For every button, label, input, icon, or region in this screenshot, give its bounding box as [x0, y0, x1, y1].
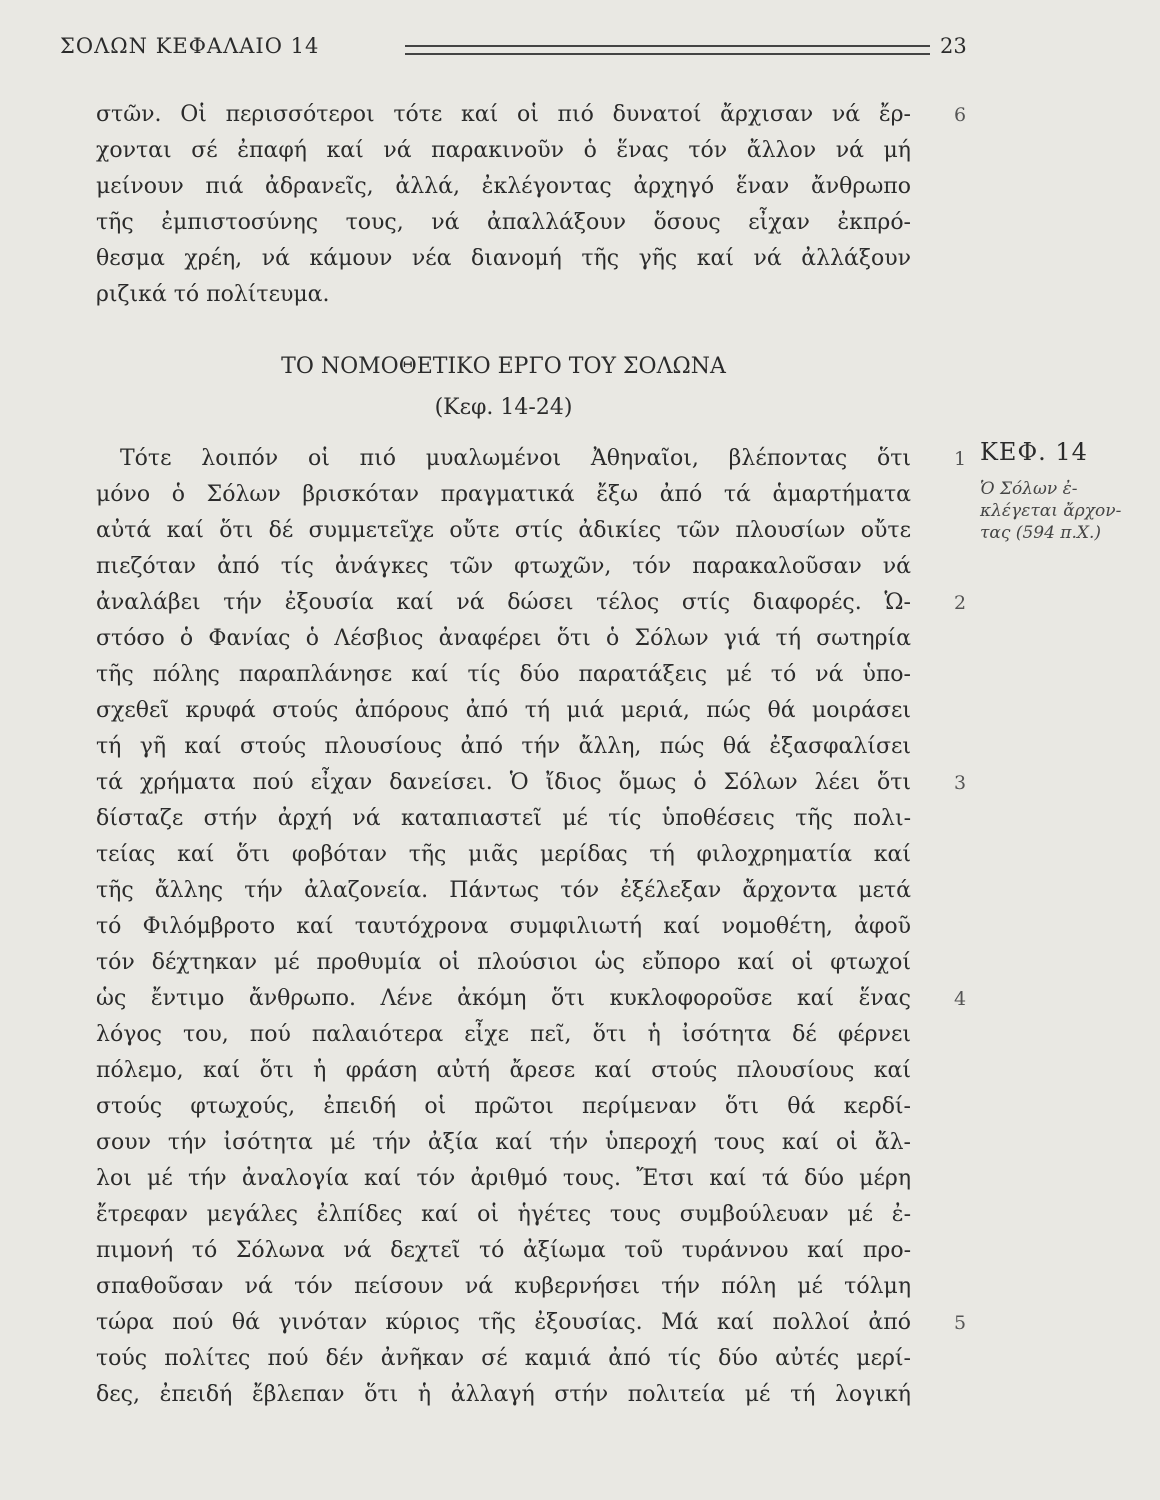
- text-line: τῆς πόλης παραπλάνησε καί τίς δύο παρατάξεις μέ τό νά ὑπο-: [96, 662, 911, 687]
- text-line: χονται σέ ἐπαφή καί νά παρακινοῦν ὁ ἕνας τόν ἄλλον νά μή: [96, 138, 911, 163]
- page-number: 23: [940, 34, 967, 58]
- text-line: ἔτρεφαν μεγάλες ἐλπίδες καί οἱ ἡγέτες τους συμβούλευαν μέ ἐ-: [96, 1202, 911, 1227]
- margin-number: 4: [953, 988, 967, 1010]
- text-line: δίσταζε στήν ἀρχή νά καταπιαστεῖ μέ τίς ὑποθέσεις τῆς πολι-: [96, 806, 911, 831]
- margin-number: 6: [953, 104, 967, 126]
- margin-number: 1: [953, 448, 967, 470]
- text-line: τή γῆ καί στούς πλουσίους ἀπό τήν ἄλλη, πώς θά ἐξασφαλίσει: [96, 734, 911, 759]
- text-line: πιμονή τό Σόλωνα νά δεχτεῖ τό ἀξίωμα τοῦ τυράννου καί προ-: [96, 1238, 911, 1263]
- text-line: σπαθοῦσαν νά τόν πείσουν νά κυβερνήσει τήν πόλη μέ τόλμη: [96, 1274, 911, 1299]
- sidenote-heading: ΚΕΦ. 14: [980, 438, 1088, 466]
- text-line: τῆς ἐμπιστοσύνης τους, νά ἀπαλλάξουν ὅσους εἶχαν ἐκπρό-: [96, 210, 911, 235]
- text-line: λόγος του, πού παλαιότερα εἶχε πεῖ, ὅτι ἡ ἰσότητα δέ φέρνει: [96, 1022, 911, 1047]
- text-line: τῆς ἄλλης τήν ἀλαζονεία. Πάντως τόν ἐξέλεξαν ἄρχοντα μετά: [96, 878, 911, 903]
- sidenote-text: Ὁ Σόλων ἐ-κλέγεται ἄρχον-τας (594 π.Χ.): [980, 479, 1122, 543]
- text-line: πιεζόταν ἀπό τίς ἀνάγκες τῶν φτωχῶν, τόν παρακαλοῦσαν νά: [96, 554, 911, 579]
- text-line: αὐτά καί ὅτι δέ συμμετεῖχε οὔτε στίς ἀδικίες τῶν πλουσίων οὔτε: [96, 518, 911, 543]
- text-line: στούς φτωχούς, ἐπειδή οἱ πρῶτοι περίμεναν ὅτι θά κερδί-: [96, 1094, 911, 1119]
- text-line: στῶν. Οἱ περισσότεροι τότε καί οἱ πιό δυνατοί ἄρχισαν νά ἔρ-: [96, 102, 911, 127]
- chapter-sidenote: [980, 438, 1130, 544]
- margin-number: 5: [953, 1312, 967, 1334]
- text-line: τό Φιλόμβροτο καί ταυτόχρονα συμφιλιωτή καί νομοθέτη, ἀφοῦ: [96, 914, 911, 939]
- text-line: τείας καί ὅτι φοβόταν τῆς μιᾶς μερίδας τή φιλοχρηματία καί: [96, 842, 911, 867]
- running-head-title: ΣΟΛΩΝ ΚΕΦΑΛΑΙΟ 14: [60, 34, 320, 58]
- text-line: μόνο ὁ Σόλων βρισκόταν πραγματικά ἔξω ἀπό τά ἁμαρτήματα: [96, 482, 911, 507]
- text-line: τόν δέχτηκαν μέ προθυμία οἱ πλούσιοι ὡς εὔπορο καί οἱ φτωχοί: [96, 950, 911, 975]
- text-line: σουν τήν ἰσότητα μέ τήν ἀξία καί τήν ὑπεροχή τους καί οἱ ἄλ-: [96, 1130, 911, 1155]
- text-line: ἀναλάβει τήν ἐξουσία καί νά δώσει τέλος στίς διαφορές. Ὡ-: [96, 590, 911, 615]
- text-line: θεσμα χρέη, νά κάμουν νέα διανομή τῆς γῆς καί νά ἀλλάξουν: [96, 246, 911, 271]
- text-line: πόλεμο, καί ὅτι ἡ φράση αὐτή ἄρεσε καί στούς πλουσίους καί: [96, 1058, 911, 1083]
- text-line: σχεθεῖ κρυφά στούς ἀπόρους ἀπό τή μιά μεριά, πώς θά μοιράσει: [96, 698, 911, 723]
- section-subtitle: (Κεφ. 14-24): [434, 395, 573, 420]
- text-line: ριζικά τό πολίτευμα.: [96, 282, 330, 307]
- text-line: τούς πολίτες πού δέν ἀνῆκαν σέ καμιά ἀπό τίς δύο αὐτές μερί-: [96, 1346, 911, 1371]
- running-head: [60, 34, 967, 64]
- section-title: ΤΟ ΝΟΜΟΘΕΤΙΚΟ ΕΡΓΟ ΤΟΥ ΣΟΛΩΝΑ: [281, 354, 726, 379]
- text-line: μείνουν πιά ἀδρανεῖς, ἀλλά, ἐκλέγοντας ἀρχηγό ἕναν ἄνθρωπο: [96, 174, 911, 199]
- text-line: τά χρήματα πού εἶχαν δανείσει. Ὁ ἴδιος ὅμως ὁ Σόλων λέει ὅτι: [96, 770, 911, 795]
- margin-number: 3: [953, 772, 967, 794]
- text-line: τώρα πού θά γινόταν κύριος τῆς ἐξουσίας. Μά καί πολλοί ἀπό: [96, 1310, 911, 1335]
- text-line: στόσο ὁ Φανίας ὁ Λέσβιος ἀναφέρει ὅτι ὁ Σόλων γιά τή σωτηρία: [96, 626, 911, 651]
- text-line: δες, ἐπειδή ἔβλεπαν ὅτι ἡ ἀλλαγή στήν πολιτεία μέ τή λογική: [96, 1382, 911, 1407]
- margin-number: 2: [953, 592, 967, 614]
- text-line: Τότε λοιπόν οἱ πιό μυαλωμένοι Ἀθηναῖοι, βλέποντας ὅτι: [120, 446, 911, 471]
- text-line: λοι μέ τήν ἀναλογία καί τόν ἀριθμό τους. Ἔτσι καί τά δύο μέρη: [96, 1166, 911, 1191]
- running-head-rule: [405, 45, 930, 55]
- text-line: ὡς ἔντιμο ἄνθρωπο. Λένε ἀκόμη ὅτι κυκλοφοροῦσε καί ἕνας: [96, 986, 911, 1011]
